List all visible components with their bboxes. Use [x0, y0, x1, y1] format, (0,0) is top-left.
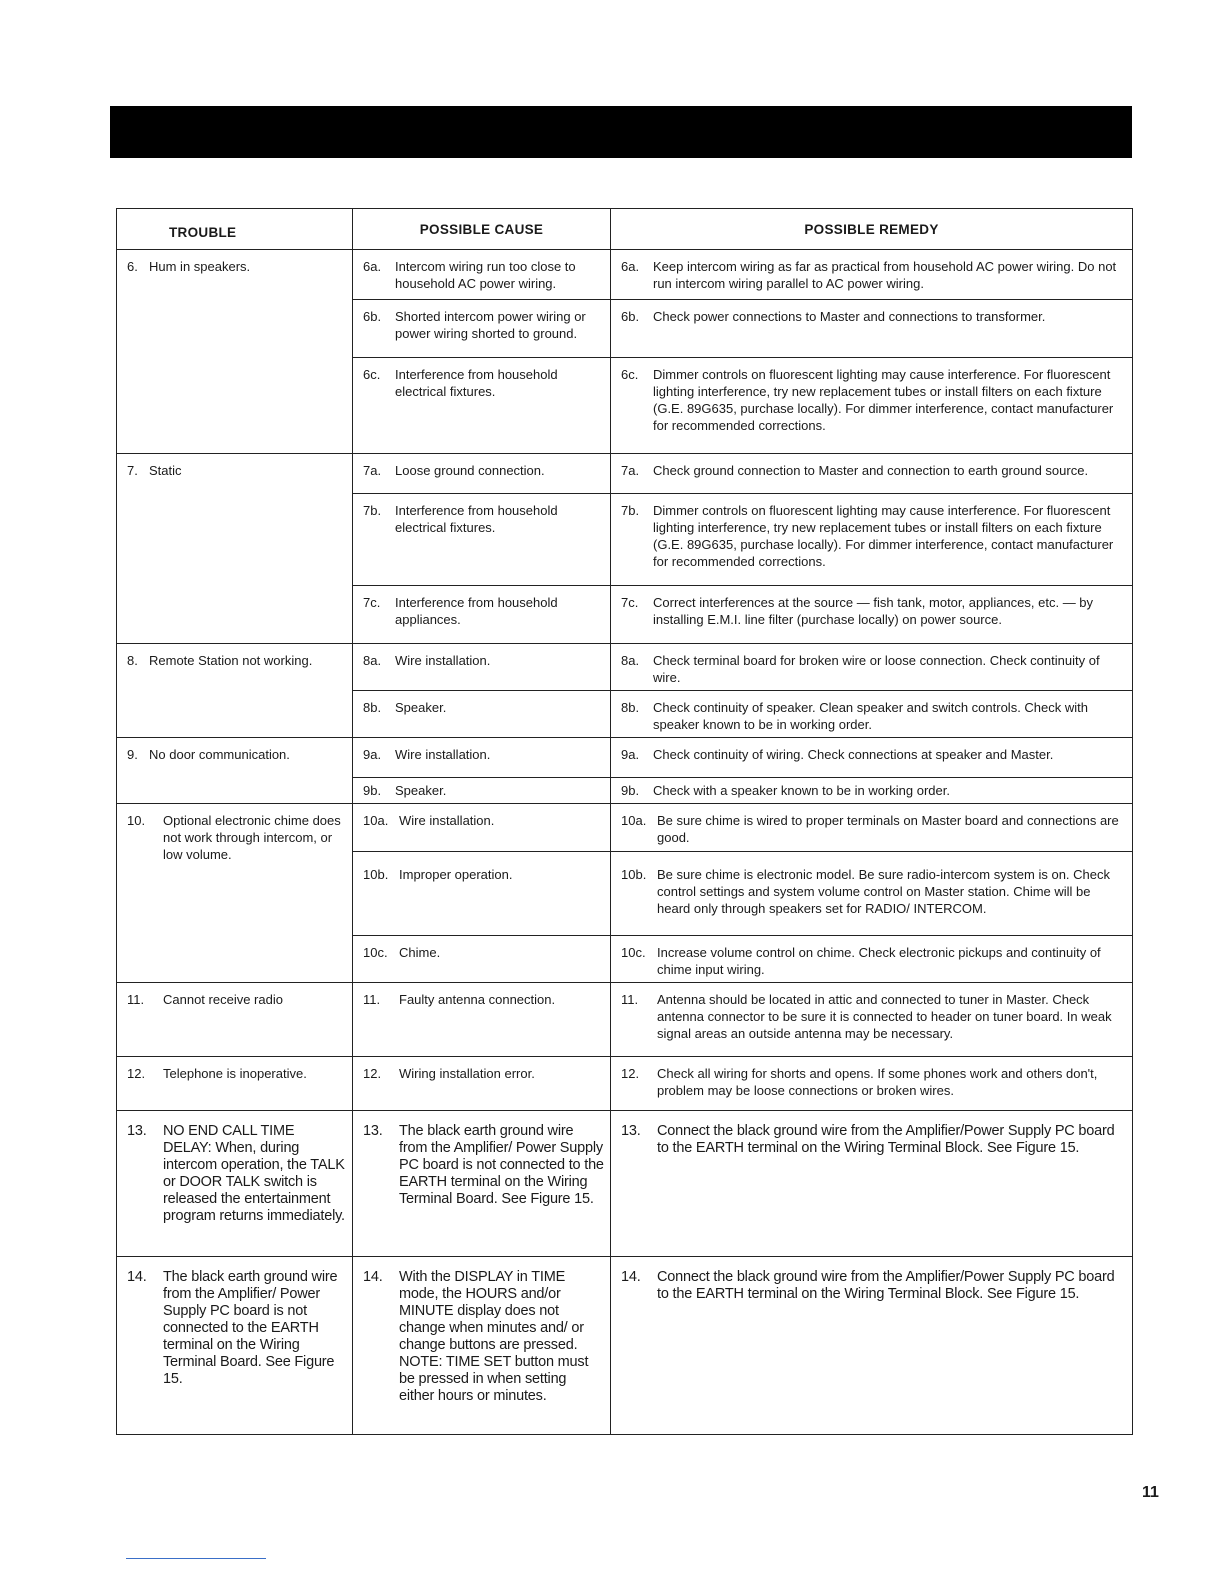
- cause-number: 10b.: [363, 867, 389, 882]
- cause-text: With the DISPLAY in TIME mode, the HOURS and/or MINUTE display does not change when minutes and/ or change buttons are pressed. NOTE: TIME SET button must be pressed in when setting either hours or minutes.: [399, 1269, 589, 1404]
- trouble-text: NO END CALL TIME DELAY: When, during intercom operation, the TALK or DOOR TALK switch is released the entertainment program returns immediately.: [163, 1123, 345, 1224]
- table-row: [117, 1257, 1133, 1435]
- remedy-cell: [611, 586, 1133, 644]
- remedy-number: 8b.: [621, 700, 640, 715]
- remedy-number: 7a.: [621, 463, 640, 478]
- cause-number: 10c.: [363, 945, 388, 960]
- table-row: [117, 983, 1133, 1057]
- cause-cell: [353, 454, 611, 494]
- trouble-cell: [117, 983, 353, 1057]
- remedy-cell: [611, 250, 1133, 300]
- cause-cell: [353, 250, 611, 300]
- remedy-text: Connect the black ground wire from the Amplifier/Power Supply PC board to the EARTH terminal on the Wiring Terminal Block. See Figure 15.: [657, 1123, 1115, 1156]
- remedy-number: 10c.: [621, 945, 646, 960]
- cause-text: The black earth ground wire from the Amplifier/ Power Supply PC board is not connected to the EARTH terminal on the Wiring Terminal Board. See Figure 15.: [399, 1123, 604, 1207]
- remedy-cell: [611, 852, 1133, 936]
- remedy-text: Check terminal board for broken wire or loose connection. Check continuity of wire.: [653, 653, 1100, 685]
- remedy-number: 6a.: [621, 259, 640, 274]
- cause-cell: [353, 1057, 611, 1111]
- remedy-text: Antenna should be located in attic and connected to tuner in Master. Check antenna connector to be sure it is connected to header on tuner board. In weak signal areas an outside antenna may be necessary.: [657, 992, 1112, 1041]
- trouble-text: No door communication.: [149, 747, 290, 762]
- remedy-number: 6c.: [621, 367, 639, 382]
- remedy-cell: [611, 804, 1133, 852]
- trouble-number: 8.: [127, 653, 138, 668]
- remedy-text: Check continuity of wiring. Check connections at speaker and Master.: [653, 747, 1054, 762]
- remedy-number: 9a.: [621, 747, 640, 762]
- cause-cell: [353, 1257, 611, 1435]
- remedy-cell: [611, 644, 1133, 691]
- trouble-number: 13.: [127, 1123, 147, 1139]
- troubleshooting-table: [116, 208, 1133, 1435]
- cause-cell: [353, 644, 611, 691]
- cause-cell: [353, 804, 611, 852]
- cause-number: 13.: [363, 1123, 383, 1139]
- cause-text: Interference from household appliances.: [395, 595, 558, 627]
- trouble-text: Remote Station not working.: [149, 653, 313, 668]
- cause-number: 6a.: [363, 259, 382, 274]
- cause-number: 14.: [363, 1269, 383, 1285]
- cause-cell: [353, 778, 611, 804]
- remedy-cell: [611, 983, 1133, 1057]
- cause-cell: [353, 983, 611, 1057]
- trouble-cell: [117, 1257, 353, 1435]
- remedy-number: 11.: [621, 992, 639, 1007]
- remedy-number: 9b.: [621, 783, 640, 798]
- remedy-cell: [611, 494, 1133, 586]
- remedy-text: Be sure chime is wired to proper terminals on Master board and connections are good.: [657, 813, 1119, 845]
- header-possible-cause: POSSIBLE CAUSE: [353, 209, 611, 250]
- cause-number: 6c.: [363, 367, 381, 382]
- trouble-text: Telephone is inoperative.: [163, 1066, 307, 1081]
- cause-text: Intercom wiring run too close to household AC power wiring.: [395, 259, 576, 291]
- cause-text: Speaker.: [395, 700, 447, 715]
- cause-text: Interference from household electrical fixtures.: [395, 503, 558, 535]
- header-trouble: TROUBLE: [117, 209, 353, 250]
- footer-divider: [126, 1558, 266, 1559]
- trouble-text: Optional electronic chime does not work through intercom, or low volume.: [163, 813, 341, 862]
- cause-cell: [353, 738, 611, 778]
- page-number: 11: [1142, 1484, 1159, 1501]
- remedy-cell: [611, 936, 1133, 983]
- remedy-cell: [611, 1057, 1133, 1111]
- table-row: [117, 454, 1133, 494]
- remedy-text: Increase volume control on chime. Check electronic pickups and continuity of chime input wiring.: [657, 945, 1101, 977]
- table-row: [117, 1057, 1133, 1111]
- cause-number: 8b.: [363, 700, 382, 715]
- trouble-number: 10.: [127, 813, 146, 828]
- remedy-text: Connect the black ground wire from the Amplifier/Power Supply PC board to the EARTH terminal on the Wiring Terminal Block. See Figure 15.: [657, 1269, 1115, 1302]
- remedy-text: Dimmer controls on fluorescent lighting may cause interference. For fluorescent lighting interference, try new replacement tubes or install filters on each fixture (G.E. 89G635, purchase locally). For dimmer interference, contact manufacturer for recommended corrections.: [653, 367, 1114, 433]
- remedy-text: Dimmer controls on fluorescent lighting may cause interference. For fluorescent lighting interference, try new replacement tubes or install filters on each fixture (G.E. 89G635, purchase locally). For dimmer interference, contact manufacturer for recommended corrections.: [653, 503, 1114, 569]
- cause-text: Improper operation.: [399, 867, 513, 882]
- cause-text: Wiring installation error.: [399, 1066, 535, 1081]
- remedy-text: Check with a speaker known to be in working order.: [653, 783, 950, 798]
- cause-number: 12.: [363, 1066, 382, 1081]
- remedy-number: 6b.: [621, 309, 640, 324]
- cause-cell: [353, 300, 611, 358]
- cause-number: 8a.: [363, 653, 382, 668]
- cause-text: Interference from household electrical fixtures.: [395, 367, 558, 399]
- remedy-number: 13.: [621, 1123, 641, 1139]
- table-row: [117, 250, 1133, 300]
- trouble-cell: [117, 644, 353, 738]
- remedy-cell: [611, 454, 1133, 494]
- trouble-number: 6.: [127, 259, 138, 274]
- remedy-number: 7c.: [621, 595, 639, 610]
- remedy-number: 12.: [621, 1066, 640, 1081]
- cause-number: 9b.: [363, 783, 382, 798]
- remedy-number: 10a.: [621, 813, 647, 828]
- cause-text: Speaker.: [395, 783, 447, 798]
- cause-cell: [353, 586, 611, 644]
- trouble-cell: [117, 738, 353, 804]
- trouble-cell: [117, 250, 353, 454]
- cause-number: 10a.: [363, 813, 389, 828]
- remedy-cell: [611, 1111, 1133, 1257]
- trouble-text: Cannot receive radio: [163, 992, 283, 1007]
- cause-cell: [353, 494, 611, 586]
- remedy-text: Check ground connection to Master and connection to earth ground source.: [653, 463, 1089, 478]
- cause-text: Loose ground connection.: [395, 463, 545, 478]
- trouble-cell: [117, 804, 353, 983]
- trouble-number: 12.: [127, 1066, 146, 1081]
- remedy-cell: [611, 300, 1133, 358]
- trouble-cell: [117, 454, 353, 644]
- table-row: [117, 644, 1133, 691]
- remedy-text: Be sure chime is electronic model. Be sure radio-intercom system is on. Check control settings and system volume control on Master station. Chime will be heard only through speakers set for RADIO/ INTERCOM.: [657, 867, 1111, 916]
- remedy-number: 10b.: [621, 867, 647, 882]
- remedy-text: Check continuity of speaker. Clean speaker and switch controls. Check with speaker known to be in working order.: [653, 700, 1088, 732]
- trouble-number: 9.: [127, 747, 138, 762]
- cause-number: 6b.: [363, 309, 382, 324]
- cause-text: Shorted intercom power wiring or power wiring shorted to ground.: [395, 309, 586, 341]
- table-row: [117, 738, 1133, 778]
- cause-cell: [353, 691, 611, 738]
- remedy-text: Check all wiring for shorts and opens. If some phones work and others don't, problem may be loose connections or broken wires.: [657, 1066, 1098, 1098]
- remedy-cell: [611, 778, 1133, 804]
- remedy-text: Correct interferences at the source — fish tank, motor, appliances, etc. — by installing E.M.I. line filter (purchase locally) on power source.: [653, 595, 1094, 627]
- cause-cell: [353, 936, 611, 983]
- cause-text: Wire installation.: [399, 813, 495, 828]
- cause-text: Chime.: [399, 945, 441, 960]
- trouble-text: Static: [149, 463, 182, 478]
- remedy-number: 8a.: [621, 653, 640, 668]
- table-header-row: [117, 209, 1133, 250]
- header-bar: [110, 106, 1132, 158]
- trouble-cell: [117, 1057, 353, 1111]
- cause-number: 7b.: [363, 503, 382, 518]
- trouble-number: 14.: [127, 1269, 147, 1285]
- remedy-cell: [611, 738, 1133, 778]
- remedy-number: 7b.: [621, 503, 640, 518]
- table-row: [117, 1111, 1133, 1257]
- cause-text: Wire installation.: [395, 653, 491, 668]
- header-possible-remedy: POSSIBLE REMEDY: [611, 209, 1133, 250]
- remedy-cell: [611, 691, 1133, 738]
- trouble-number: 7.: [127, 463, 138, 478]
- cause-number: 7a.: [363, 463, 382, 478]
- cause-number: 9a.: [363, 747, 382, 762]
- cause-number: 7c.: [363, 595, 381, 610]
- cause-number: 11.: [363, 992, 381, 1007]
- remedy-number: 14.: [621, 1269, 641, 1285]
- trouble-text: Hum in speakers.: [149, 259, 251, 274]
- cause-text: Wire installation.: [395, 747, 491, 762]
- table-row: [117, 804, 1133, 852]
- cause-cell: [353, 852, 611, 936]
- remedy-text: Check power connections to Master and connections to transformer.: [653, 309, 1046, 324]
- trouble-cell: [117, 1111, 353, 1257]
- remedy-cell: [611, 1257, 1133, 1435]
- cause-text: Faulty antenna connection.: [399, 992, 556, 1007]
- trouble-text: The black earth ground wire from the Amplifier/ Power Supply PC board is not connected to the EARTH terminal on the Wiring Terminal Board. See Figure 15.: [163, 1269, 338, 1387]
- cause-cell: [353, 358, 611, 454]
- remedy-text: Keep intercom wiring as far as practical from household AC power wiring. Do not run intercom wiring parallel to AC power wiring.: [653, 259, 1117, 291]
- cause-cell: [353, 1111, 611, 1257]
- trouble-number: 11.: [127, 992, 145, 1007]
- remedy-cell: [611, 358, 1133, 454]
